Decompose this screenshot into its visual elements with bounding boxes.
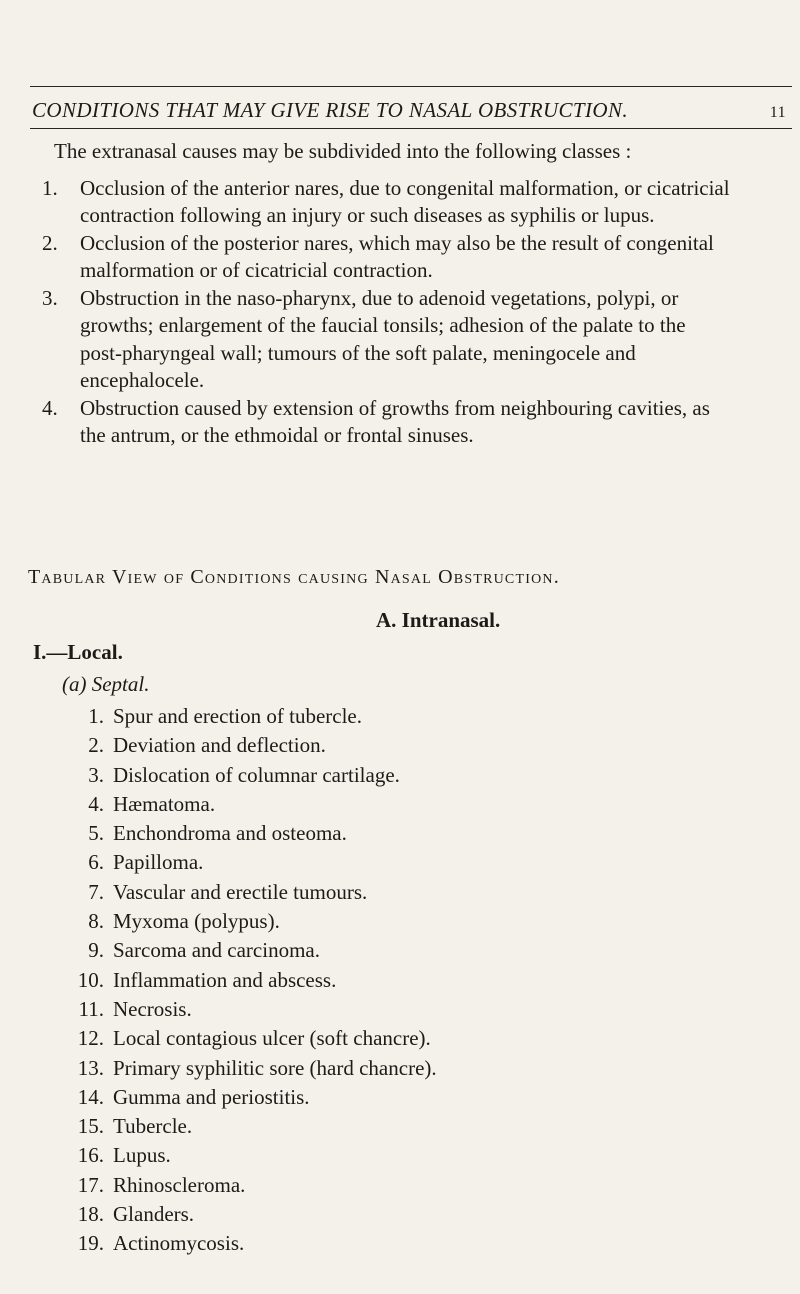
list-item: [62, 790, 437, 819]
item-number: 18.: [77, 1202, 104, 1227]
item-number: 2.: [88, 733, 104, 758]
subsection-heading: I.—Local.: [33, 640, 123, 664]
list-item: [62, 1083, 437, 1112]
item-number: 19.: [77, 1231, 104, 1256]
item-text: Necrosis.: [113, 996, 192, 1021]
header-rule-top: [30, 86, 792, 87]
item-number: 2.: [42, 230, 58, 255]
item-number: 15.: [77, 1114, 104, 1139]
list-item: [62, 761, 437, 790]
list-item: [62, 848, 437, 877]
category-heading: (a) Septal.: [62, 672, 150, 696]
list-item: [62, 1054, 437, 1083]
list-item: [62, 702, 437, 731]
item-number: 14.: [77, 1084, 104, 1109]
item-text: Actinomycosis.: [113, 1231, 245, 1256]
list-item: [62, 1112, 437, 1141]
item-text: Spur and erection of tubercle.: [113, 704, 362, 728]
item-number: 10.: [77, 967, 104, 992]
list-item: [62, 995, 437, 1024]
item-text: Occlusion of the anterior nares, due to congenital malformation, or cicatricial contraction following an injury or such diseases as syphilis or lupus.: [80, 175, 730, 227]
item-number: 6.: [88, 850, 104, 875]
item-text: Deviation and deflection.: [113, 733, 326, 758]
item-text: Tubercle.: [113, 1114, 193, 1139]
item-text: Hæmatoma.: [113, 791, 216, 816]
body-text: [32, 138, 732, 450]
list-item: [62, 1171, 437, 1200]
item-text: Gumma and periostitis.: [113, 1084, 310, 1109]
item-number: 1.: [88, 704, 104, 728]
item-number: 4.: [88, 791, 104, 816]
item-number: 3.: [88, 762, 104, 787]
item-text: Sarcoma and carcinoma.: [113, 938, 320, 963]
list-item: [32, 230, 732, 285]
item-number: 12.: [77, 1026, 104, 1051]
item-text: Dislocation of columnar cartilage.: [113, 762, 400, 787]
list-item: [62, 731, 437, 760]
list-item: [62, 1141, 437, 1170]
item-text: Enchondroma and osteoma.: [113, 821, 347, 846]
running-head: [32, 98, 792, 123]
item-text: Myxoma (polypus).: [113, 909, 280, 934]
item-number: 7.: [88, 879, 104, 904]
list-item: [32, 395, 732, 450]
item-number: 9.: [88, 938, 104, 963]
page-number: 11: [769, 104, 786, 121]
extranasal-causes-list: [32, 175, 732, 450]
item-text: Local contagious ulcer (soft chancre).: [113, 1026, 431, 1051]
table-heading: Tabular View of Conditions causing Nasal Obstruction.: [28, 566, 560, 588]
septal-conditions-list: [62, 702, 437, 1259]
item-text: Rhinoscleroma.: [113, 1172, 246, 1197]
item-text: Papilloma.: [113, 850, 204, 875]
intro-paragraph: The extranasal causes may be subdivided into the following classes :: [54, 139, 632, 163]
list-item: [62, 936, 437, 965]
item-text: Glanders.: [113, 1202, 195, 1227]
list-item: [62, 878, 437, 907]
list-item: [32, 175, 732, 230]
item-text: Obstruction in the naso-pharynx, due to adenoid vegetations, polypi, or growths; enlargement of the faucial tonsils; adhesion of the palate to the post-pharyngeal wall; tumours of the soft palate, meningocele and encephalocele.: [80, 285, 686, 392]
item-number: 1.: [42, 175, 58, 200]
item-text: Occlusion of the posterior nares, which may also be the result of congenital malformation or of cicatricial contraction.: [80, 230, 714, 282]
list-item: [62, 1229, 437, 1258]
list-item: [62, 1200, 437, 1229]
item-number: 5.: [88, 821, 104, 846]
list-item: [62, 1024, 437, 1053]
item-number: 13.: [77, 1055, 104, 1080]
header-rule-bottom: [30, 128, 792, 129]
list-item: [62, 819, 437, 848]
list-item: [62, 966, 437, 995]
list-item: [62, 907, 437, 936]
item-text: Obstruction caused by extension of growths from neighbouring cavities, as the antrum, or the ethmoidal or frontal sinuses.: [80, 395, 710, 447]
item-number: 8.: [88, 909, 104, 934]
item-text: Vascular and erectile tumours.: [113, 879, 368, 904]
item-number: 3.: [42, 285, 58, 310]
item-number: 11.: [78, 996, 104, 1021]
item-text: Inflammation and abscess.: [113, 967, 337, 992]
item-number: 4.: [42, 395, 58, 420]
section-heading: A. Intranasal.: [376, 608, 501, 632]
item-number: 16.: [77, 1143, 104, 1168]
item-text: Primary syphilitic sore (hard chancre).: [113, 1055, 437, 1080]
running-title: CONDITIONS THAT MAY GIVE RISE TO NASAL OBSTRUCTION.: [32, 98, 629, 122]
list-item: [32, 285, 732, 395]
item-number: 17.: [77, 1172, 104, 1197]
item-text: Lupus.: [113, 1143, 171, 1168]
